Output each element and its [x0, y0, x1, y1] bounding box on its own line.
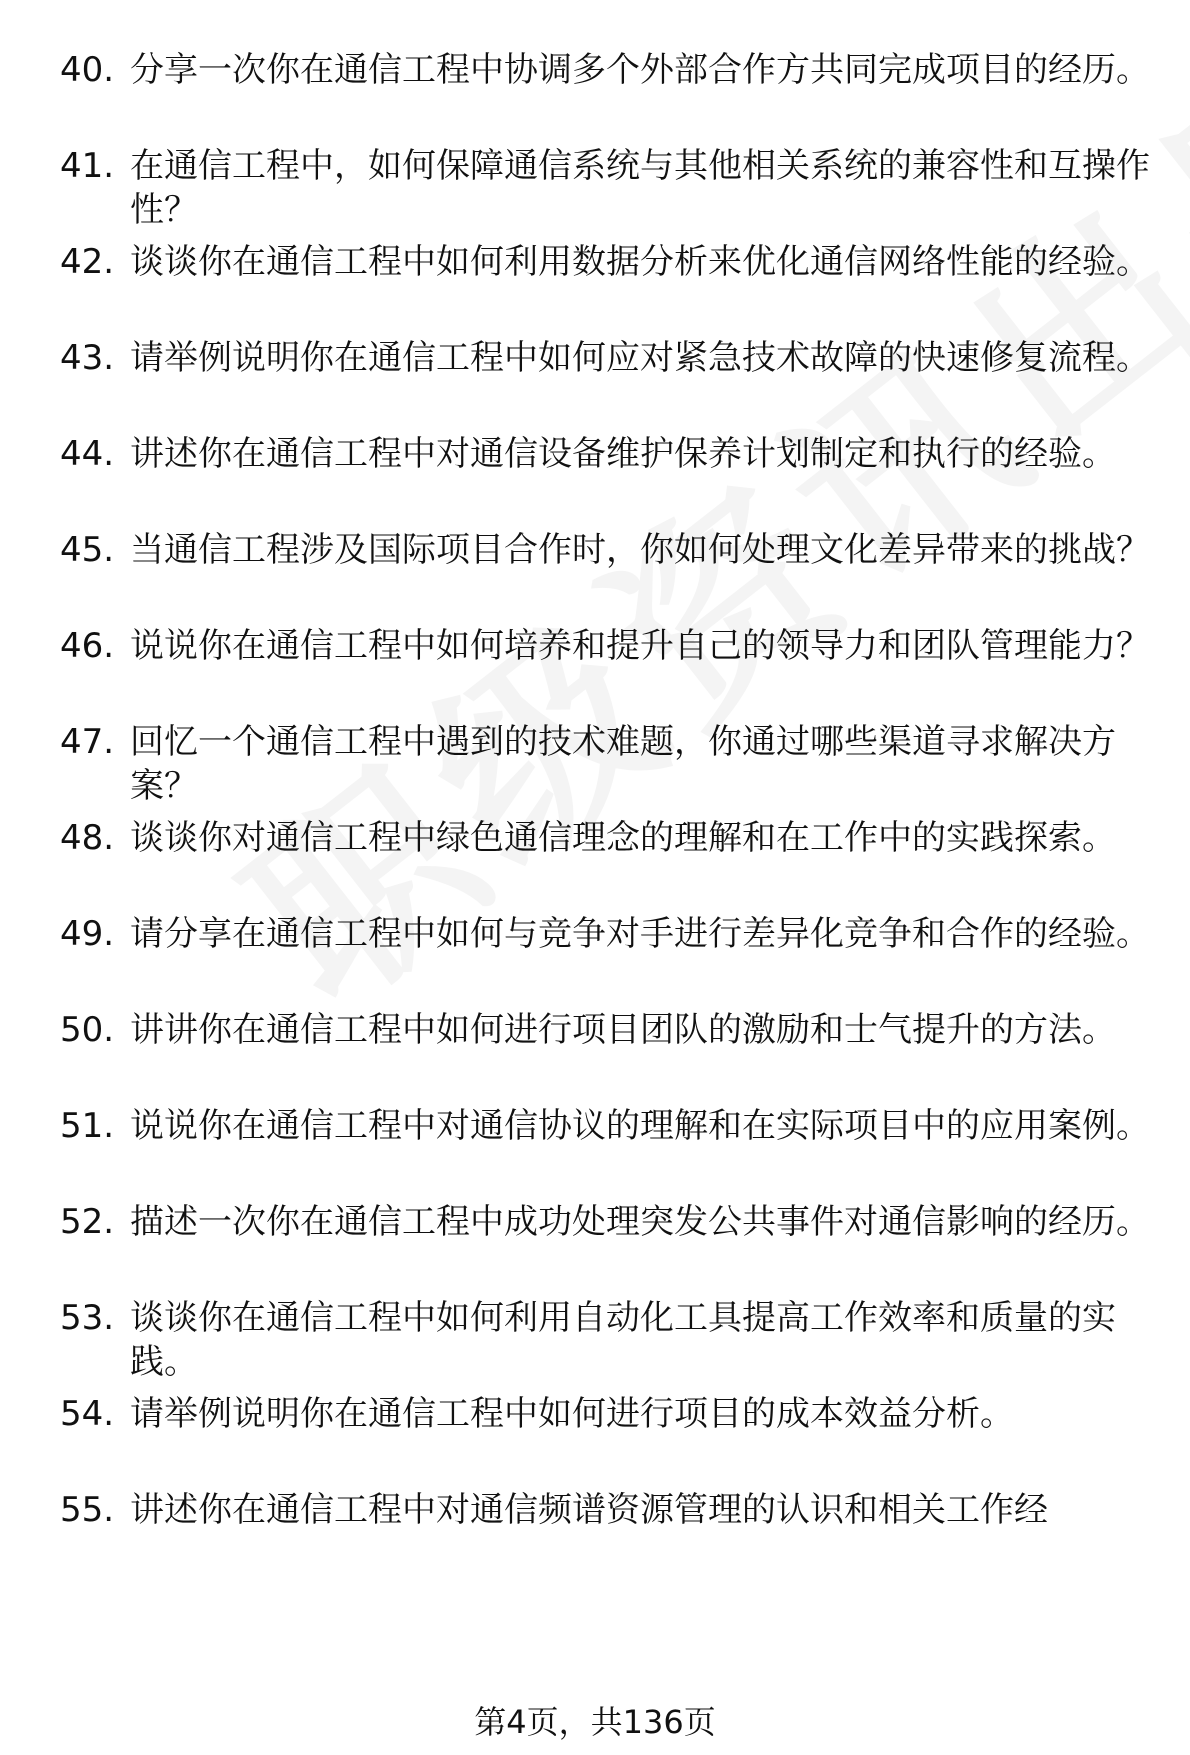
question-text: 请分享在通信工程中如何与竞争对手进行差异化竞争和合作的经验。 [130, 914, 1150, 954]
question-text: 在通信工程中，如何保障通信系统与其他相关系统的兼容性和互操作性？ [130, 146, 1150, 230]
question-text: 讲述你在通信工程中对通信频谱资源管理的认识和相关工作经 [130, 1490, 1048, 1530]
question-item [0, 1104, 1190, 1194]
question-number: 49. [60, 914, 115, 954]
question-item [0, 1200, 1190, 1290]
question-number: 48. [60, 818, 115, 858]
question-text: 请举例说明你在通信工程中如何进行项目的成本效益分析。 [130, 1394, 1014, 1434]
question-text: 谈谈你在通信工程中如何利用数据分析来优化通信网络性能的经验。 [130, 242, 1150, 282]
question-item [0, 48, 1190, 138]
question-text: 描述一次你在通信工程中成功处理突发公共事件对通信影响的经历。 [130, 1202, 1150, 1242]
question-number: 53. [60, 1298, 115, 1338]
question-text: 分享一次你在通信工程中协调多个外部合作方共同完成项目的经历。 [130, 50, 1150, 90]
question-number: 41. [60, 146, 115, 186]
question-number: 55. [60, 1490, 115, 1530]
question-number: 40. [60, 50, 115, 90]
question-number: 54. [60, 1394, 115, 1434]
question-number: 51. [60, 1106, 115, 1146]
question-item [0, 1008, 1190, 1098]
question-item [0, 144, 1190, 234]
question-number: 42. [60, 242, 115, 282]
question-item [0, 720, 1190, 810]
question-text: 谈谈你在通信工程中如何利用自动化工具提高工作效率和质量的实践。 [130, 1298, 1116, 1382]
question-item [0, 336, 1190, 426]
question-text: 说说你在通信工程中如何培养和提升自己的领导力和团队管理能力？ [130, 626, 1150, 666]
question-text: 说说你在通信工程中对通信协议的理解和在实际项目中的应用案例。 [130, 1106, 1150, 1146]
question-number: 45. [60, 530, 115, 570]
question-item [0, 624, 1190, 714]
question-number: 52. [60, 1202, 115, 1242]
page-footer: 第4页，共136页 [474, 1703, 716, 1741]
question-text: 当通信工程涉及国际项目合作时，你如何处理文化差异带来的挑战？ [130, 530, 1150, 570]
question-item [0, 1488, 1190, 1578]
question-item [0, 1392, 1190, 1482]
question-text: 谈谈你对通信工程中绿色通信理念的理解和在工作中的实践探索。 [130, 818, 1116, 858]
question-number: 46. [60, 626, 115, 666]
question-number: 43. [60, 338, 115, 378]
question-number: 50. [60, 1010, 115, 1050]
question-text: 讲述你在通信工程中对通信设备维护保养计划制定和执行的经验。 [130, 434, 1116, 474]
question-number: 47. [60, 722, 115, 762]
question-item [0, 912, 1190, 1002]
question-item [0, 432, 1190, 522]
question-number: 44. [60, 434, 115, 474]
question-text: 回忆一个通信工程中遇到的技术难题，你通过哪些渠道寻求解决方案？ [130, 722, 1116, 806]
question-item [0, 528, 1190, 618]
question-text: 请举例说明你在通信工程中如何应对紧急技术故障的快速修复流程。 [130, 338, 1150, 378]
question-text: 讲讲你在通信工程中如何进行项目团队的激励和士气提升的方法。 [130, 1010, 1116, 1050]
question-item [0, 240, 1190, 330]
question-item [0, 816, 1190, 906]
question-item [0, 1296, 1190, 1386]
